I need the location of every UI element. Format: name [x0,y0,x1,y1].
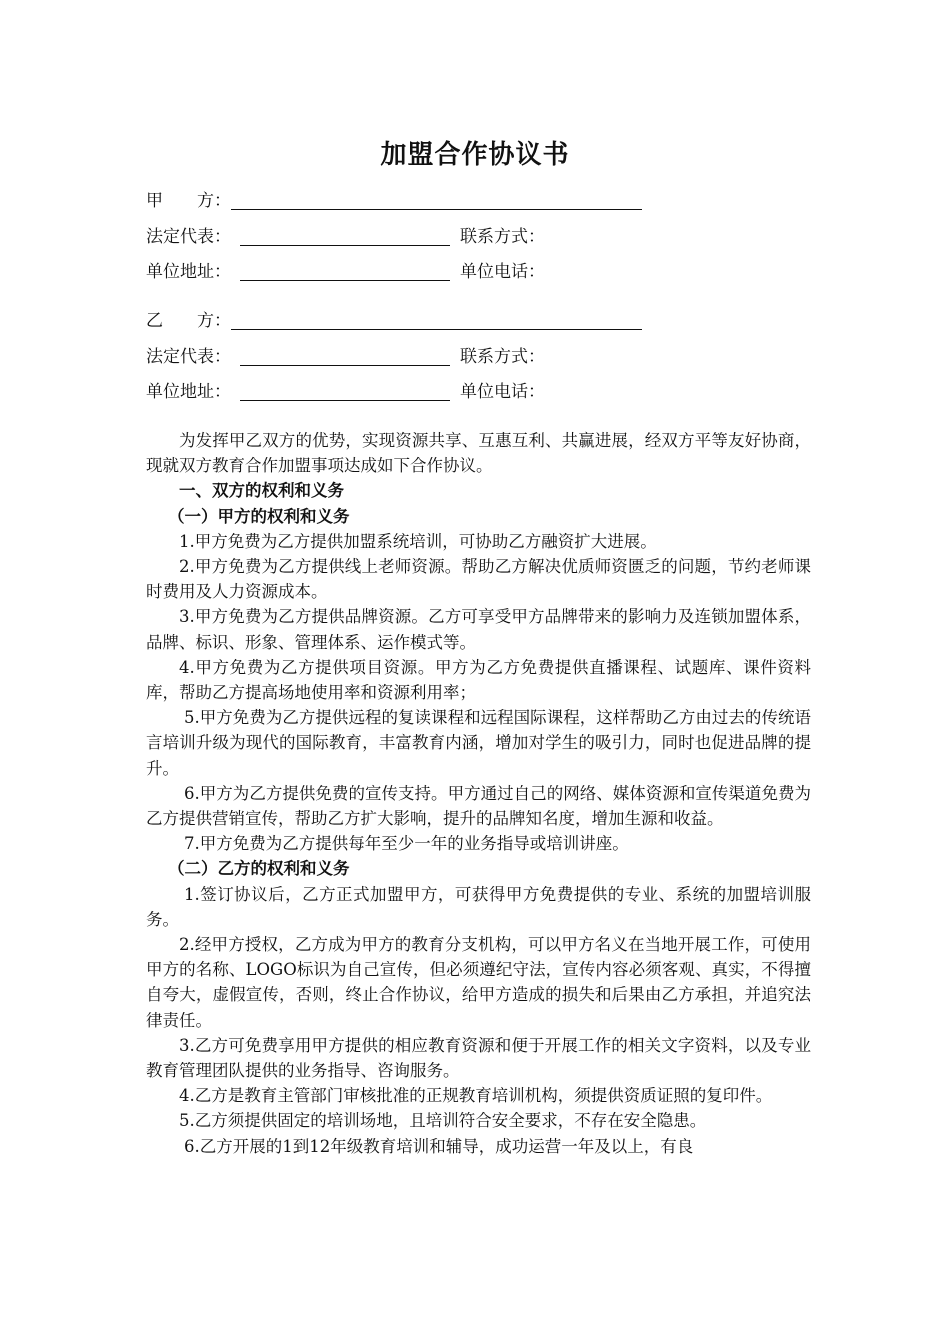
clause-a-3: 3.甲方免费为乙方提供品牌资源。乙方可享受甲方品牌带来的影响力及连锁加盟体系，品牌、标识、形象、管理体系、运作模式等。 [146,607,811,652]
clause-a-7: 7.甲方免费为乙方提供每年至少一年的业务指导或培训讲座。 [184,834,629,854]
clause-a-4: 4.甲方免费为乙方提供项目资源。甲方为乙方免费提供直播课程、试题库、课件资料库，帮助乙方提高场地使用率和资源利用率； [146,657,811,703]
party-a-rep-line [240,245,450,246]
party-b-rep-line [240,365,450,366]
clause-b-6: 6.乙方开展的1到12年级教育培训和辅导，成功运营一年及以上，有良 [184,1136,694,1156]
party-b-phone-label: 单位电话： [460,382,545,402]
party-b-address-label: 单位地址： [146,382,231,402]
party-b-address-line [240,400,450,401]
clause-a-1: 1.甲方免费为乙方提供加盟系统培训，可协助乙方融资扩大进展。 [179,531,657,551]
party-b-name-line [231,329,642,330]
clause-b-5: 5.乙方须提供固定的培训场地，且培训符合安全要求，不存在安全隐患。 [179,1111,707,1131]
party-a-name-line [231,209,642,210]
party-a-address-line [240,280,450,281]
party-a-name-label: 甲 方： [146,191,231,211]
party-b-contact-label: 联系方式： [460,347,545,367]
party-b-rep-label: 法定代表： [146,347,231,367]
clause-b-3: 3.乙方可免费享用甲方提供的相应教育资源和便于开展工作的相关文字资料，以及专业教育管理团队提供的业务指导、咨询服务。 [146,1035,811,1081]
document-title: 加盟合作协议书 [380,140,570,170]
clause-b-1: 1.签订协议后，乙方正式加盟甲方，可获得甲方免费提供的专业、系统的加盟培训服务。 [146,884,811,929]
party-a-contact-label: 联系方式： [460,227,545,247]
party-b-name-label: 乙 方： [146,311,231,331]
intro-paragraph: 为发挥甲乙双方的优势，实现资源共享、互惠互利、共赢进展，经双方平等友好协商，现就双方教育合作加盟事项达成如下合作协议。 [146,431,811,476]
clause-b-4: 4.乙方是教育主管部门审核批准的正规教育培训机构，须提供资质证照的复印件。 [179,1086,773,1106]
clause-a-5: 5.甲方免费为乙方提供远程的复读课程和远程国际课程，这样帮助乙方由过去的传统语言培训升级为现代的国际教育，丰富教育内涵，增加对学生的吸引力，同时也促进品牌的提升。 [146,708,811,778]
party-a-phone-label: 单位电话： [460,262,545,282]
sub1-heading: （一）甲方的权利和义务 [168,506,350,526]
agreement-body [146,428,811,1159]
sub2-heading: （二）乙方的权利和义务 [168,859,350,879]
party-a-rep-label: 法定代表： [146,227,231,247]
party-a-address-label: 单位地址： [146,262,231,282]
section1-heading: 一、双方的权利和义务 [179,481,344,501]
clause-a-6: 6.甲方为乙方提供免费的宣传支持。甲方通过自己的网络、媒体资源和宣传渠道免费为乙方提供营销宣传，帮助乙方扩大影响，提升的品牌知名度，增加生源和收益。 [146,783,811,829]
clause-b-2: 2.经甲方授权，乙方成为甲方的教育分支机构，可以甲方名义在当地开展工作，可使用甲方的名称、LOGO标识为自己宣传，但必须遵纪守法，宣传内容必须客观、真实，不得擅自夸大，虚假宣传，否则，终止合作协议，给甲方造成的损失和后果由乙方承担，并追究法律责任。 [146,935,811,1030]
clause-a-2: 2.甲方免费为乙方提供线上老师资源。帮助乙方解决优质师资匮乏的问题，节约老师课时费用及人力资源成本。 [146,557,811,602]
